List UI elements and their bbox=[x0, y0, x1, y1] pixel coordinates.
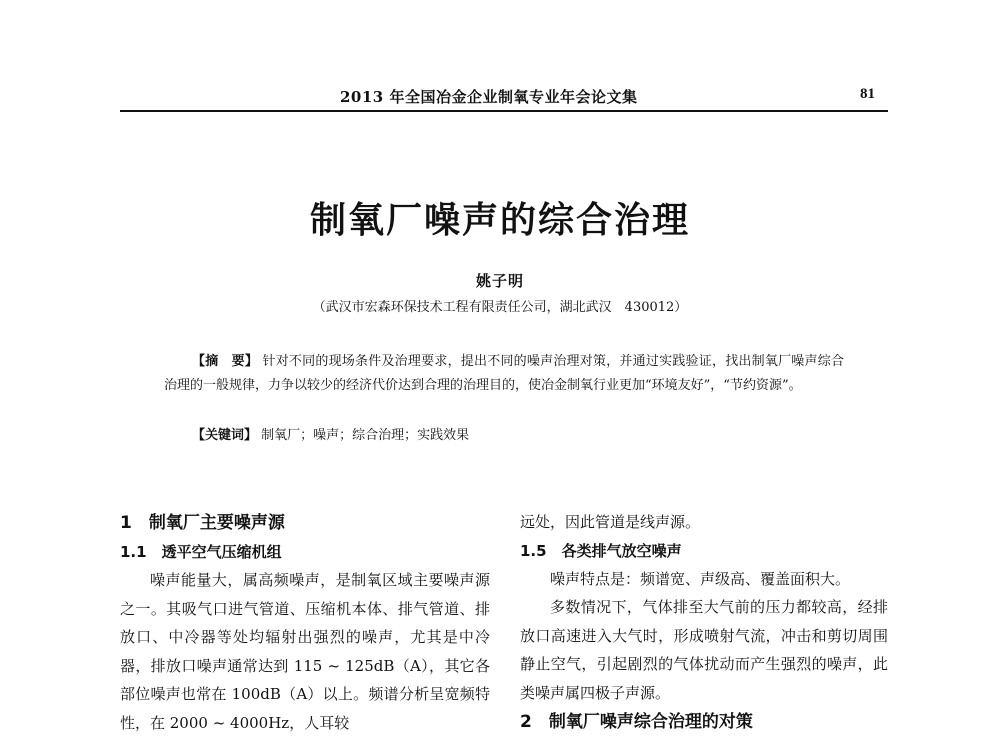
author-affiliation: （武汉市宏森环保技术工程有限责任公司，湖北武汉 430012） bbox=[312, 300, 688, 315]
body-right-column bbox=[520, 508, 888, 737]
section-2-heading: 2 制氧厂噪声综合治理的对策 bbox=[520, 712, 753, 732]
abstract-label: 【摘 要】 bbox=[192, 354, 259, 369]
abstract-text: 针对不同的现场条件及治理要求，提出不同的噪声治理对策，并通过实践验证，找出制氧厂噪声综合治理的一般规律，力争以较少的经济代价达到合理的治理目的，使冶金制氧行业更加“环境友好”，“节约资源”。 bbox=[164, 354, 844, 393]
keywords bbox=[192, 424, 469, 443]
page-number: 81 bbox=[860, 86, 875, 102]
paper-title: 制氧厂噪声的综合治理 bbox=[309, 199, 690, 241]
section-1-1-heading: 1.1 透平空气压缩机组 bbox=[120, 543, 282, 561]
running-header: 2013 年全国冶金企业制氧专业年会论文集 bbox=[340, 88, 638, 106]
body-left-column bbox=[120, 508, 490, 737]
section-1-5-paragraph-2: 多数情况下，气体排至大气前的压力都较高，经排放口高速进入大气时，形成喷射气流，冲击和剪切周围静止空气，引起剧烈的气体扰动而产生强烈的噪声，此类噪声属四极子声源。 bbox=[520, 598, 888, 702]
section-1-5-heading: 1.5 各类排气放空噪声 bbox=[520, 541, 682, 560]
keywords-label: 【关键词】 bbox=[192, 428, 258, 443]
section-1-heading: 1 制氧厂主要噪声源 bbox=[120, 513, 285, 533]
paper-author: 姚子明 bbox=[475, 272, 524, 290]
section-1-1-paragraph: 噪声能量大，属高频噪声，是制氧区域主要噪声源之一。其吸气口进气管道、压缩机本体、排气管道、排放口、中冷器等处均辐射出强烈的噪声，尤其是中冷器，排放口噪声通常达到 115 ~ 125dB（A），其它各部位噪声也常在 100dB（A）以上。频谱分析呈宽频特性，在 2000 ~ 4000Hz，人耳较 bbox=[120, 571, 490, 732]
continued-paragraph: 远处，因此管道是线声源。 bbox=[520, 513, 701, 531]
abstract bbox=[164, 350, 844, 398]
keywords-text: 制氧厂；噪声；综合治理；实践效果 bbox=[261, 428, 470, 443]
section-1-5-paragraph-1: 噪声特点是：频谱宽、声级高、覆盖面积大。 bbox=[550, 569, 851, 588]
header-rule bbox=[120, 110, 888, 112]
